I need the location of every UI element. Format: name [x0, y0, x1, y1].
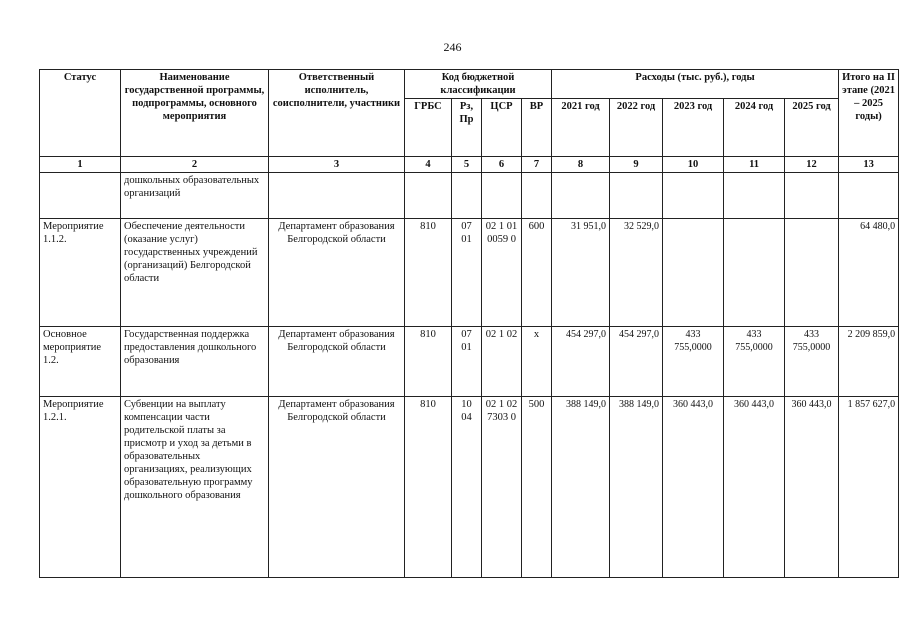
- table-row: [40, 327, 899, 397]
- col-number: 13: [839, 157, 899, 173]
- row-2024: [724, 173, 785, 219]
- row-2021: [552, 173, 610, 219]
- table-row: [40, 219, 899, 327]
- row-grbs: 810: [405, 327, 452, 397]
- row-csr: 02 1 01 0059 0: [482, 219, 522, 327]
- row-2022: [610, 173, 663, 219]
- row-total: 1 857 627,0: [839, 397, 899, 578]
- column-number-row: [40, 157, 899, 173]
- col-number: 3: [269, 157, 405, 173]
- row-2024: [724, 219, 785, 327]
- header-expenses: Расходы (тыс. руб.), годы: [552, 70, 839, 99]
- row-rzpr: [452, 173, 482, 219]
- budget-table: [39, 69, 899, 578]
- col-number: 9: [610, 157, 663, 173]
- col-number: 4: [405, 157, 452, 173]
- row-csr: 02 1 02 7303 0: [482, 397, 522, 578]
- row-responsible: [269, 173, 405, 219]
- row-responsible: Департамент образования Белгородской области: [269, 327, 405, 397]
- col-number: 1: [40, 157, 121, 173]
- row-vr: 600: [522, 219, 552, 327]
- row-2022: 32 529,0: [610, 219, 663, 327]
- page-number: 246: [443, 40, 462, 54]
- col-number: 6: [482, 157, 522, 173]
- row-rzpr: 10 04: [452, 397, 482, 578]
- table-row: [40, 173, 899, 219]
- row-2023: 360 443,0: [663, 397, 724, 578]
- col-number: 10: [663, 157, 724, 173]
- row-name: Обеспечение деятельности (оказание услуг) государственных учреждений (организаций) Белгородской области: [121, 219, 269, 327]
- row-2025: [785, 219, 839, 327]
- row-total: 2 209 859,0: [839, 327, 899, 397]
- row-2024: 433 755,0000: [724, 327, 785, 397]
- col-number: 8: [552, 157, 610, 173]
- header-year-2022: 2022 год: [610, 99, 663, 157]
- row-name: дошкольных образовательных организаций: [121, 173, 269, 219]
- col-number: 11: [724, 157, 785, 173]
- row-status: Мероприятие 1.1.2.: [40, 219, 121, 327]
- row-2022: 388 149,0: [610, 397, 663, 578]
- header-responsible: Ответственный исполнитель, соисполнители, участники: [269, 70, 405, 157]
- row-total: [839, 173, 899, 219]
- row-rzpr: 07 01: [452, 327, 482, 397]
- row-vr: 500: [522, 397, 552, 578]
- header-year-2021: 2021 год: [552, 99, 610, 157]
- row-name: Субвенции на выплату компенсации части родительской платы за присмотр и уход за детьми в образовательных организациях, реализующих образовательную программу дошкольного образования: [121, 397, 269, 578]
- row-vr: х: [522, 327, 552, 397]
- header-grbs: ГРБС: [405, 99, 452, 157]
- row-2023: [663, 219, 724, 327]
- header-vr: ВР: [522, 99, 552, 157]
- row-2023: [663, 173, 724, 219]
- row-responsible: Департамент образования Белгородской области: [269, 219, 405, 327]
- header-year-2025: 2025 год: [785, 99, 839, 157]
- row-2025: 433 755,0000: [785, 327, 839, 397]
- row-2025: [785, 173, 839, 219]
- header-year-2023: 2023 год: [663, 99, 724, 157]
- col-number: 12: [785, 157, 839, 173]
- row-grbs: 810: [405, 219, 452, 327]
- row-2022: 454 297,0: [610, 327, 663, 397]
- row-responsible: Департамент образования Белгородской области: [269, 397, 405, 578]
- row-csr: [482, 173, 522, 219]
- row-2023: 433 755,0000: [663, 327, 724, 397]
- header-name: Наименование государственной программы, подпрограммы, основного мероприятия: [121, 70, 269, 157]
- col-number: 2: [121, 157, 269, 173]
- row-name: Государственная поддержка предоставления дошкольного образования: [121, 327, 269, 397]
- row-grbs: 810: [405, 397, 452, 578]
- header-total: Итого на II этапе (2021 – 2025 годы): [839, 70, 899, 157]
- row-csr: 02 1 02: [482, 327, 522, 397]
- row-status: [40, 173, 121, 219]
- header-year-2024: 2024 год: [724, 99, 785, 157]
- row-vr: [522, 173, 552, 219]
- col-number: 7: [522, 157, 552, 173]
- row-2021: 31 951,0: [552, 219, 610, 327]
- header-rzpr: Рз, Пр: [452, 99, 482, 157]
- table-row: [40, 397, 899, 578]
- row-2021: 454 297,0: [552, 327, 610, 397]
- row-status: Мероприятие 1.2.1.: [40, 397, 121, 578]
- row-rzpr: 07 01: [452, 219, 482, 327]
- row-2024: 360 443,0: [724, 397, 785, 578]
- row-status: Основное мероприятие 1.2.: [40, 327, 121, 397]
- header-budget-code: Код бюджетной классификации: [405, 70, 552, 99]
- header-csr: ЦСР: [482, 99, 522, 157]
- row-grbs: [405, 173, 452, 219]
- row-total: 64 480,0: [839, 219, 899, 327]
- row-2021: 388 149,0: [552, 397, 610, 578]
- col-number: 5: [452, 157, 482, 173]
- header-status: Статус: [40, 70, 121, 157]
- row-2025: 360 443,0: [785, 397, 839, 578]
